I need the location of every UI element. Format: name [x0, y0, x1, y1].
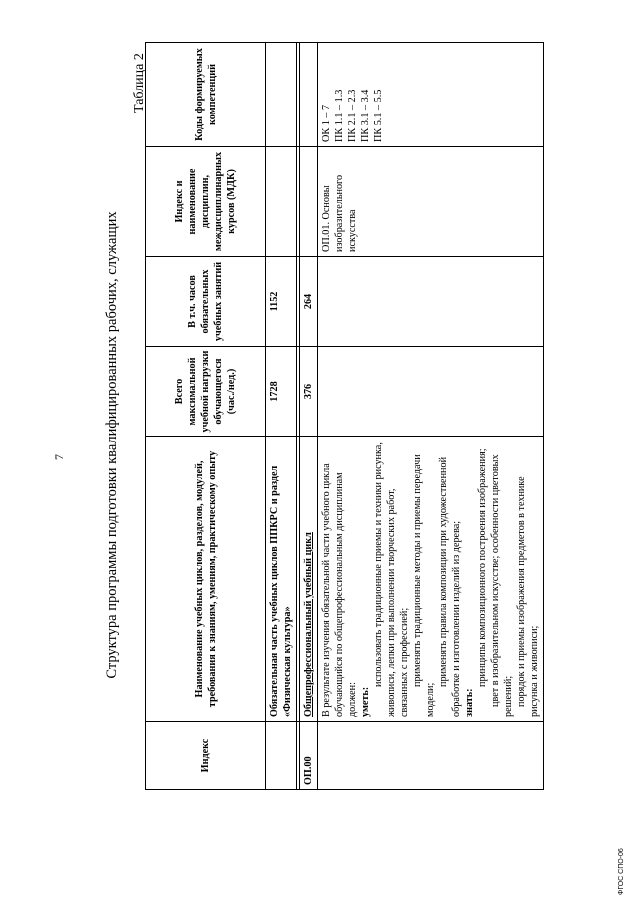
header-mandatory: В т.ч. часов обязательных учебных занятий — [146, 257, 266, 347]
competency-code-1: ОК 1 – 7 — [321, 104, 332, 142]
op-total: 376 — [300, 347, 318, 437]
table-row-content — [318, 43, 544, 790]
competency-cell — [318, 43, 544, 147]
header-total: Всего максимальной учебной нагрузки обучающегося (час./нед.) — [146, 347, 266, 437]
op-index: ОП.00 — [300, 722, 318, 790]
competency-code-2: ПК 1.1 – 1.3 — [334, 89, 345, 142]
knowledge-item-2: цвет в изобразительном искусстве; особенности цветовых решений; — [490, 454, 514, 717]
knowledge-item-3: порядок и приемы изображения предметов в технике рисунка и живописи; — [516, 476, 540, 717]
skills-label: уметь: — [360, 686, 371, 717]
knowledge-item-1: принципы композиционного построения изображения; — [477, 448, 488, 687]
header-discipline: Индекс и наименование дисциплин, междисциплинарных курсов (МДК) — [146, 147, 266, 257]
skill-item-2: применять традиционные методы и приемы передачи модели; — [412, 454, 436, 717]
skill-item-1: использовать традиционные приемы и техники рисунка, живописи, лепки при выполнении творческих работ, связанных с профессией; — [373, 442, 410, 717]
footer-code: ФГОС СПО-06 — [618, 848, 625, 895]
mandatory-name: Обязательная часть учебных циклов ППКРС и раздел «Физическая культура» — [266, 437, 297, 722]
content-cell — [318, 437, 544, 722]
competency-code-3: ПК 2.1 – 2.3 — [347, 89, 358, 142]
header-row — [146, 43, 266, 790]
header-competencies: Коды формируемых компетенций — [146, 43, 266, 147]
document-title: Структура программы подготовки квалифицированных рабочих, служащих — [104, 211, 120, 679]
header-name: Наименование учебных циклов, разделов, модулей, требования к знаниям, умениям, практическому опыту — [146, 437, 266, 722]
table-label: Таблица 2 — [132, 53, 147, 113]
content-intro: В результате изучения обязательной части учебного цикла обучающийся по общепрофессиональным дисциплинам должен: — [321, 463, 358, 717]
structure-table-wrapper — [145, 42, 544, 790]
competency-code-5: ПК 5.1 – 5.5 — [373, 89, 384, 142]
competency-code-4: ПК 3.1 – 3.4 — [360, 89, 371, 142]
op-name: Общепрофессиональный учебный цикл — [300, 437, 318, 722]
knowledge-label: знать: — [464, 688, 475, 717]
mandatory-hours: 1152 — [266, 257, 297, 347]
header-index: Индекс — [146, 722, 266, 790]
table-row-mandatory — [266, 43, 297, 790]
op-hours: 264 — [300, 257, 318, 347]
discipline-cell: ОП.01. Основы изобразительного искусства — [318, 147, 544, 257]
mandatory-total: 1728 — [266, 347, 297, 437]
table-row-op — [300, 43, 318, 790]
structure-table — [145, 42, 544, 790]
page-number: 7 — [52, 454, 66, 460]
skill-item-3: применять правила композиции при художественной обработке и изготовлении изделий из дерева; — [438, 456, 462, 717]
